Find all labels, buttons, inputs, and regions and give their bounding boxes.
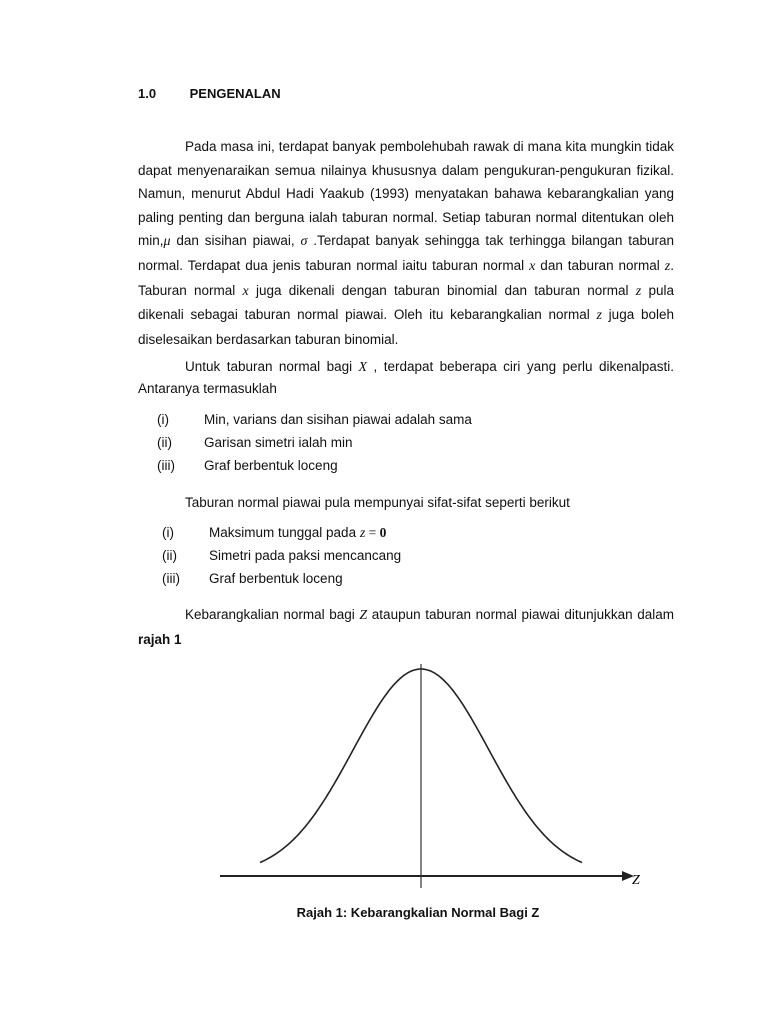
mu-symbol: μ <box>163 234 171 250</box>
math-z: z <box>359 526 366 541</box>
text-run: .Terdapat banyak sehingga tak terhingga bilangan taburan normal. Terdapat dua jenis taburan normal iaitu taburan normal <box>138 233 674 273</box>
math-Z: Z <box>359 608 368 623</box>
list-marker: (iii) <box>162 571 180 586</box>
text-run: Taburan normal piawai pula mempunyai sifat-sifat seperti berikut <box>185 495 570 510</box>
text-run: ataupun taburan normal piawai ditunjukkan dalam <box>367 607 674 622</box>
math-z: z <box>596 308 602 324</box>
text-run: Maksimum tunggal pada <box>209 525 360 540</box>
math-zero: 0 <box>379 525 387 540</box>
text-run: Pada masa ini, terdapat banyak pembolehubah rawak di mana kita mungkin tidak dapat menyenaraikan semua nilainya khususnya dalam pengukuran-pengukuran fizikal. Namun, menurut Abdul Hadi Yaakub (1993) menyatakan bahawa kebarangkalian yang paling penting dan berguna ialah taburan normal. Setiap taburan normal ditentukan oleh min, <box>138 139 674 249</box>
list-text: Graf berbentuk loceng <box>204 458 338 473</box>
list-marker: (ii) <box>157 435 172 450</box>
text-run: pula dikenali sebagai taburan normal piawai. Oleh itu kebarangkalian normal <box>138 282 674 323</box>
text-run: , terdapat beberapa ciri yang perlu dikenalpasti. Antaranya termasuklah <box>138 359 675 396</box>
list-marker: (iii) <box>157 458 175 473</box>
list-text: Simetri pada paksi mencancang <box>209 548 402 563</box>
math-z: z <box>664 258 671 274</box>
text-run: dan taburan normal <box>535 257 665 273</box>
math-x: x <box>242 283 249 299</box>
sigma-symbol: σ <box>300 234 308 250</box>
text-run: . Taburan normal <box>138 257 674 298</box>
math-equals: = <box>365 525 380 540</box>
list-marker: (i) <box>162 525 174 540</box>
list-marker: (ii) <box>162 548 177 563</box>
section-number: 1.0 <box>138 86 157 101</box>
list-text: Graf berbentuk loceng <box>209 571 343 586</box>
list-text: Min, varians dan sisihan piawai adalah sama <box>204 412 472 427</box>
math-X: X <box>358 360 368 375</box>
z-axis-label: Z <box>632 873 640 888</box>
math-x: x <box>529 258 536 274</box>
section-title: PENGENALAN <box>189 86 281 101</box>
text-run: juga dikenali dengan taburan binomial dan taburan normal <box>248 282 636 298</box>
math-z: z <box>635 283 642 299</box>
figure-reference: rajah 1 <box>138 631 182 647</box>
figure-caption: Rajah 1: Kebarangkalian Normal Bagi Z <box>296 905 540 920</box>
list-marker: (i) <box>157 412 169 427</box>
text-run: Kebarangkalian normal bagi <box>185 607 360 622</box>
list-text: Garisan simetri ialah min <box>204 435 353 450</box>
text-run: dan sisihan piawai, <box>170 233 301 249</box>
text-run: Untuk taburan normal bagi <box>185 359 359 374</box>
text-run: juga boleh diselesaikan berdasarkan taburan binomial. <box>138 307 674 347</box>
